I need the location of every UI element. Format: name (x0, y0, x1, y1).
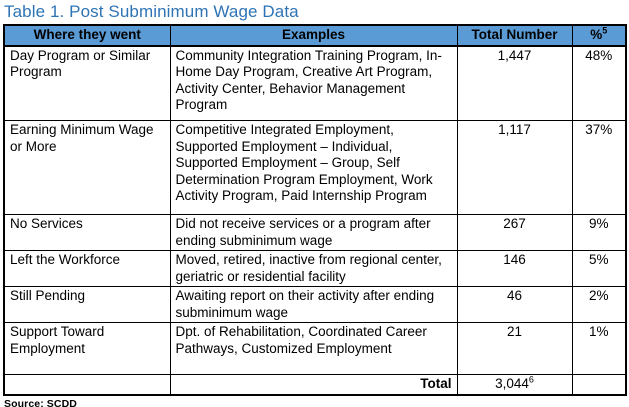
table-row (4, 121, 626, 215)
cell-where: Support Toward Employment (4, 323, 170, 375)
cell-where: No Services (4, 215, 170, 251)
table-row (4, 251, 626, 287)
column-header-total-number: Total Number (457, 25, 572, 46)
cell-where: Earning Minimum Wage or More (4, 121, 170, 215)
table-title: Table 1. Post Subminimum Wage Data (4, 2, 299, 21)
cell-total: 267 (457, 215, 572, 251)
total-value (457, 375, 572, 395)
cell-percent: 37% (572, 121, 626, 215)
table-row (4, 287, 626, 323)
cell-percent: 2% (572, 287, 626, 323)
column-header-where-they-went: Where they went (4, 25, 170, 46)
percent-symbol: % (590, 27, 603, 42)
cell-examples: Did not receive services or a program after ending subminimum wage (170, 215, 457, 251)
cell-total: 1,447 (457, 46, 572, 121)
cell-percent: 5% (572, 251, 626, 287)
cell-where: Still Pending (4, 287, 170, 323)
cell-total: 21 (457, 323, 572, 375)
cell-examples: Dpt. of Rehabilitation, Coordinated Career Pathways, Customized Employment (170, 323, 457, 375)
cell-empty (572, 375, 626, 395)
cell-examples: Community Integration Training Program, In-Home Day Program, Creative Art Program, Activity Center, Behavior Management Program (170, 46, 457, 121)
footnote-marker: 5 (602, 25, 608, 36)
total-number: 3,044 (495, 376, 529, 391)
footnote-marker: 6 (528, 374, 534, 385)
cell-total: 46 (457, 287, 572, 323)
cell-examples: Moved, retired, inactive from regional center, geriatric or residential facility (170, 251, 457, 287)
cell-total: 1,117 (457, 121, 572, 215)
cell-examples: Awaiting report on their activity after ending subminimum wage (170, 287, 457, 323)
cell-percent: 9% (572, 215, 626, 251)
source-note: Source: SCDD (4, 397, 77, 407)
cell-where: Left the Workforce (4, 251, 170, 287)
table-row (4, 46, 626, 121)
table-header-row (4, 25, 626, 46)
cell-percent: 1% (572, 323, 626, 375)
cell-percent: 48% (572, 46, 626, 121)
table-row (4, 215, 626, 251)
cell-where: Day Program or Similar Program (4, 46, 170, 121)
column-header-percent (572, 25, 626, 46)
table-total-row (4, 375, 626, 395)
post-subminimum-wage-table (3, 24, 627, 396)
column-header-examples: Examples (170, 25, 457, 46)
table-row (4, 323, 626, 375)
total-label: Total (170, 375, 457, 395)
cell-empty (4, 375, 170, 395)
cell-examples: Competitive Integrated Employment, Supported Employment – Individual, Supported Employment – Group, Self Determination Program Employment, Work Activity Program, Paid Internship Program (170, 121, 457, 215)
cell-total: 146 (457, 251, 572, 287)
